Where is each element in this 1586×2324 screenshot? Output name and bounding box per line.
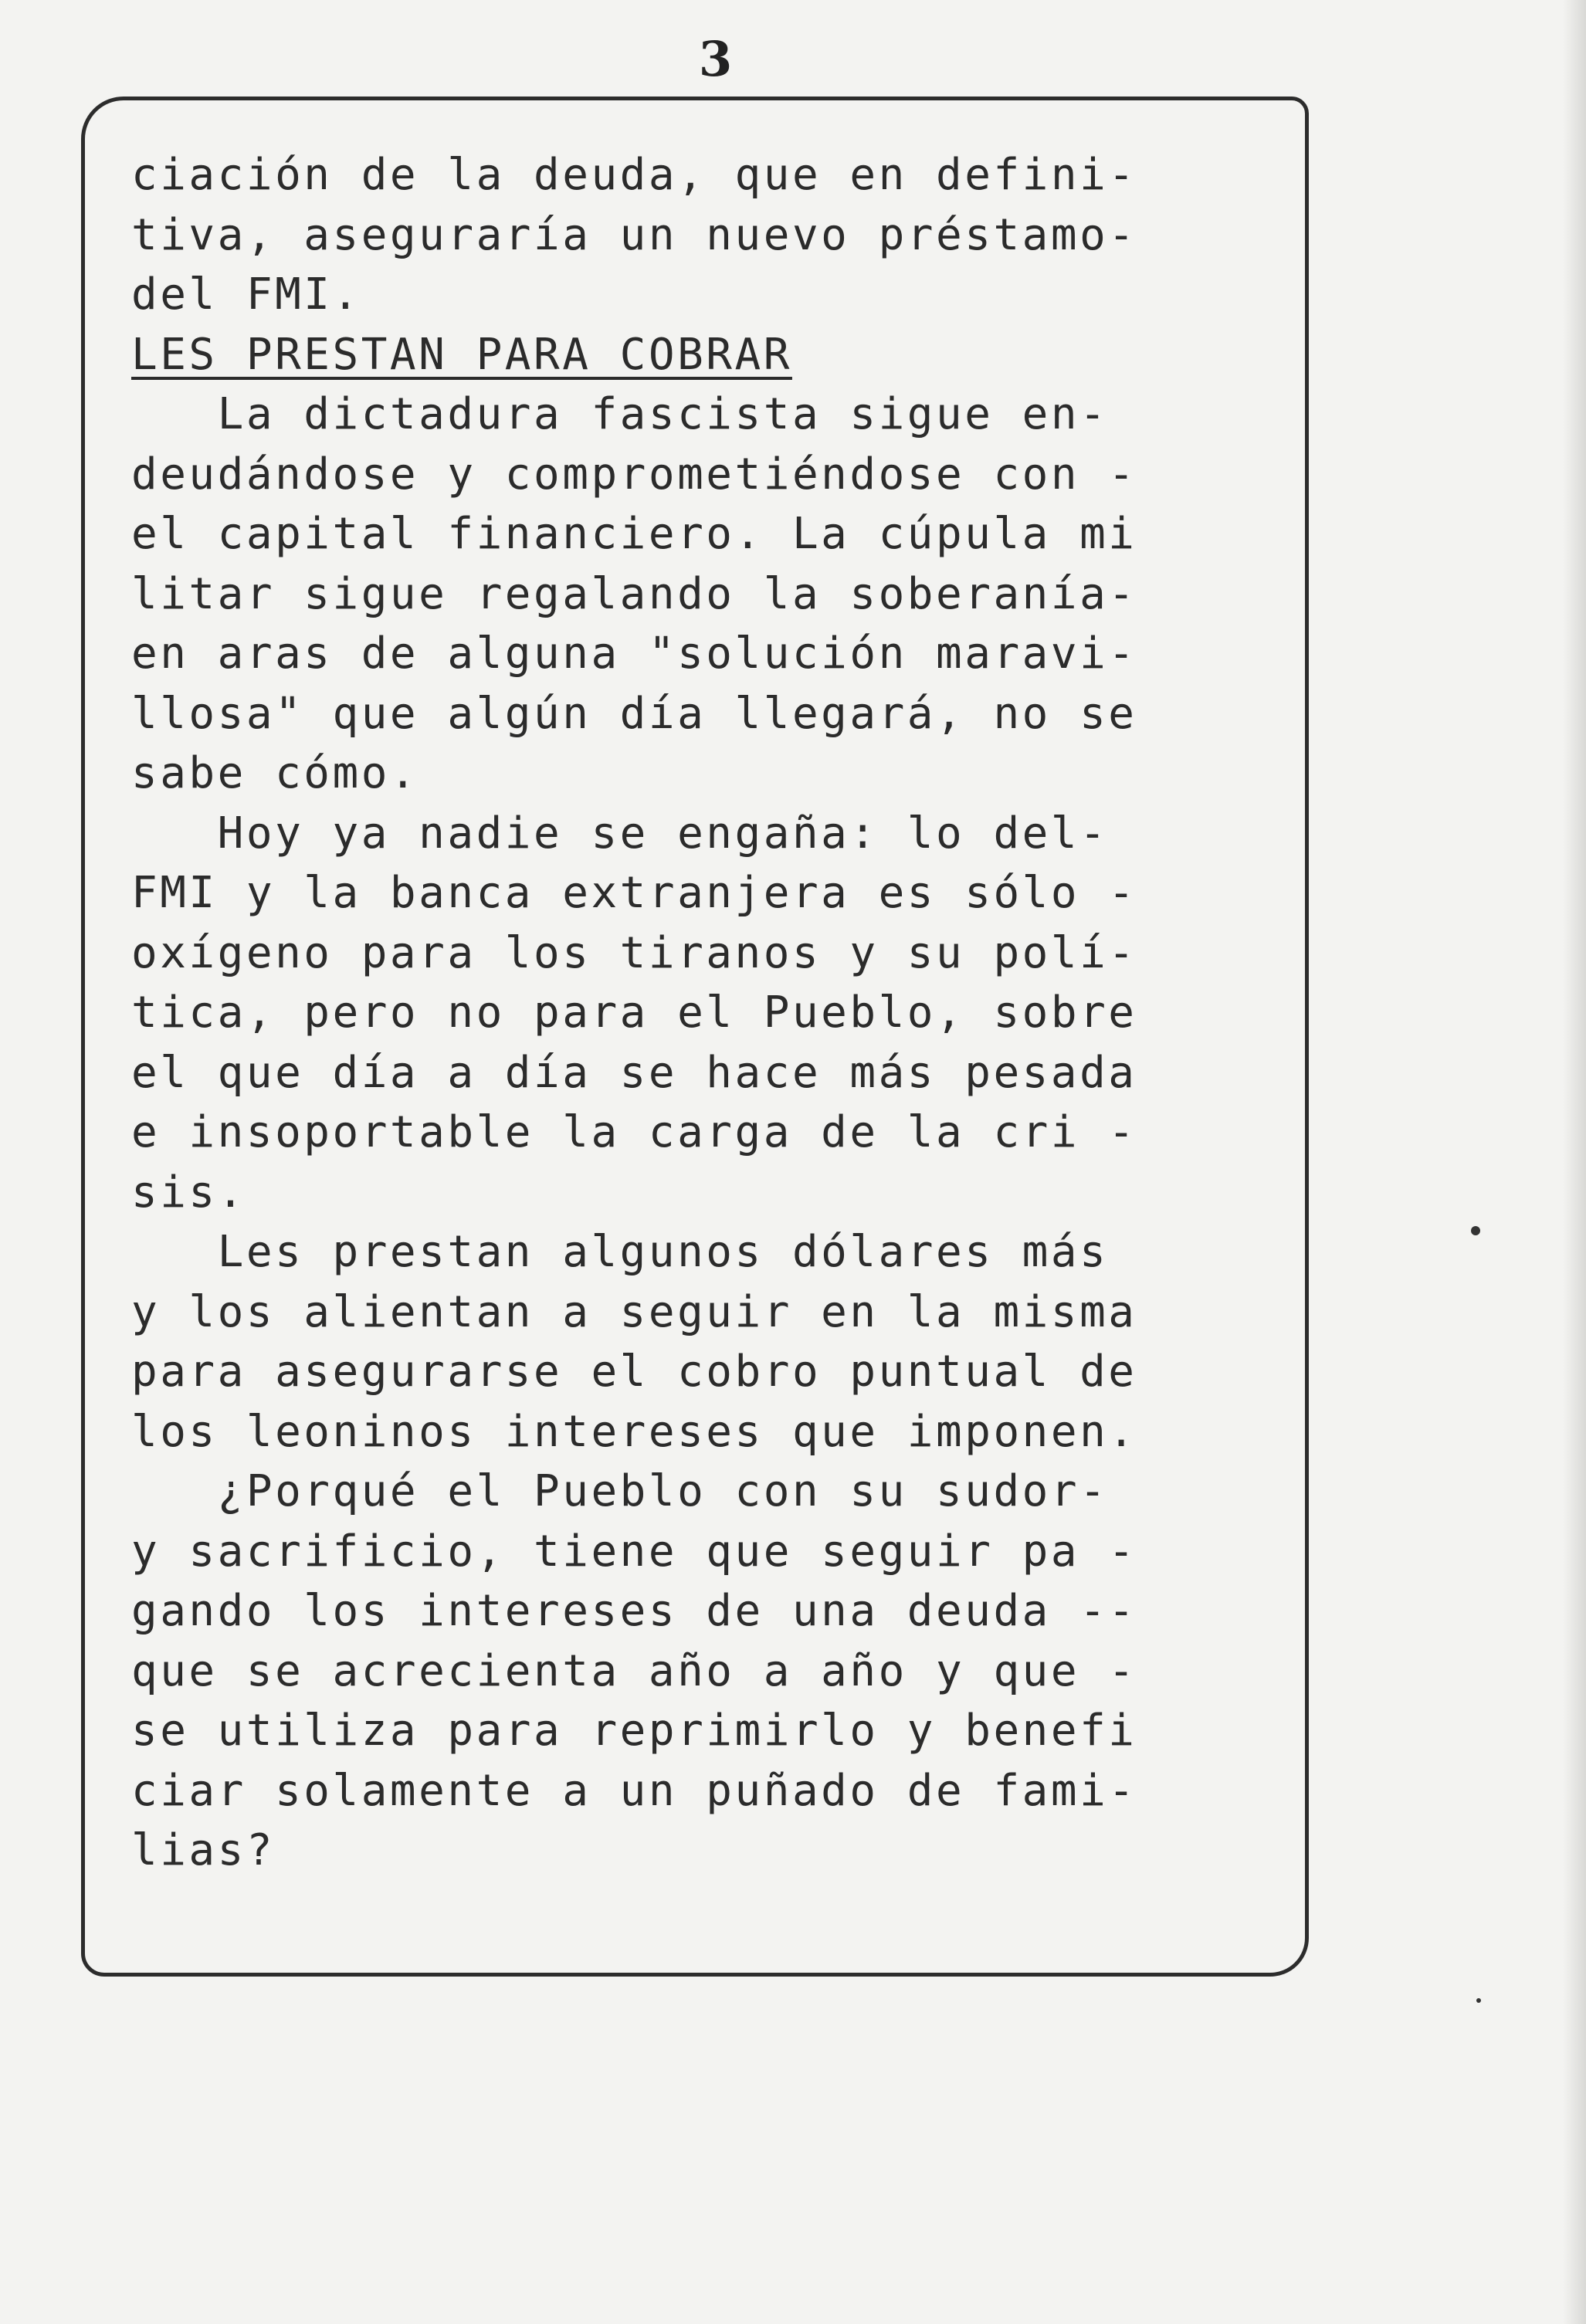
text-line: La dictadura fascista sigue en- [131, 389, 1109, 439]
text-line: ciación de la deuda, que en defini- [131, 150, 1137, 200]
text-line: tica, pero no para el Pueblo, sobre [131, 988, 1137, 1038]
text-line: sabe cómo. [131, 748, 419, 798]
text-line: y los alientan a seguir en la misma [131, 1286, 1137, 1337]
text-line: el capital financiero. La cúpula mi [131, 509, 1137, 559]
text-line: litar sigue regalando la soberanía- [131, 568, 1137, 619]
text-line: Hoy ya nadie se engaña: lo del- [131, 808, 1109, 859]
text-line: que se acrecienta año a año y que - [131, 1645, 1137, 1696]
text-line: deudándose y comprometiéndose con - [131, 449, 1137, 500]
section-heading [131, 325, 1297, 385]
text-line: en aras de alguna "solución maravi- [131, 628, 1137, 679]
text-line: tiva, aseguraría un nuevo préstamo- [131, 209, 1137, 260]
text-line: llosa" que algún día llegará, no se [131, 688, 1137, 739]
text-line: del FMI. [131, 269, 361, 320]
text-line: gando los intereses de una deuda -- [131, 1586, 1137, 1636]
text-line: los leoninos intereses que imponen. [131, 1406, 1137, 1457]
text-line: oxígeno para los tiranos y su polí- [131, 927, 1137, 978]
text-line: y sacrificio, tiene que seguir pa - [131, 1526, 1137, 1577]
text-line: se utiliza para reprimirlo y benefi [131, 1706, 1137, 1756]
text-line: lias? [131, 1825, 276, 1875]
text-line: para asegurarse el cobro puntual de [131, 1347, 1137, 1397]
text-line: Les prestan algunos dólares más [131, 1227, 1109, 1277]
text-line: ciar solamente a un puñado de fami- [131, 1765, 1137, 1816]
sheet-edge [1563, 0, 1586, 2324]
body-text [131, 145, 1297, 1881]
ink-speck [1471, 1226, 1480, 1235]
text-line: sis. [131, 1167, 246, 1218]
text-line: ¿Porqué el Pueblo con su sudor- [131, 1466, 1109, 1516]
text-line: e insoportable la carga de la cri - [131, 1107, 1137, 1157]
page-number: 3 [699, 31, 733, 87]
section-heading-text: LES PRESTAN PARA COBRAR [131, 329, 792, 380]
text-line: FMI y la banca extranjera es sólo - [131, 868, 1137, 918]
text-line: el que día a día se hace más pesada [131, 1047, 1137, 1098]
ink-speck [1476, 1998, 1481, 2003]
